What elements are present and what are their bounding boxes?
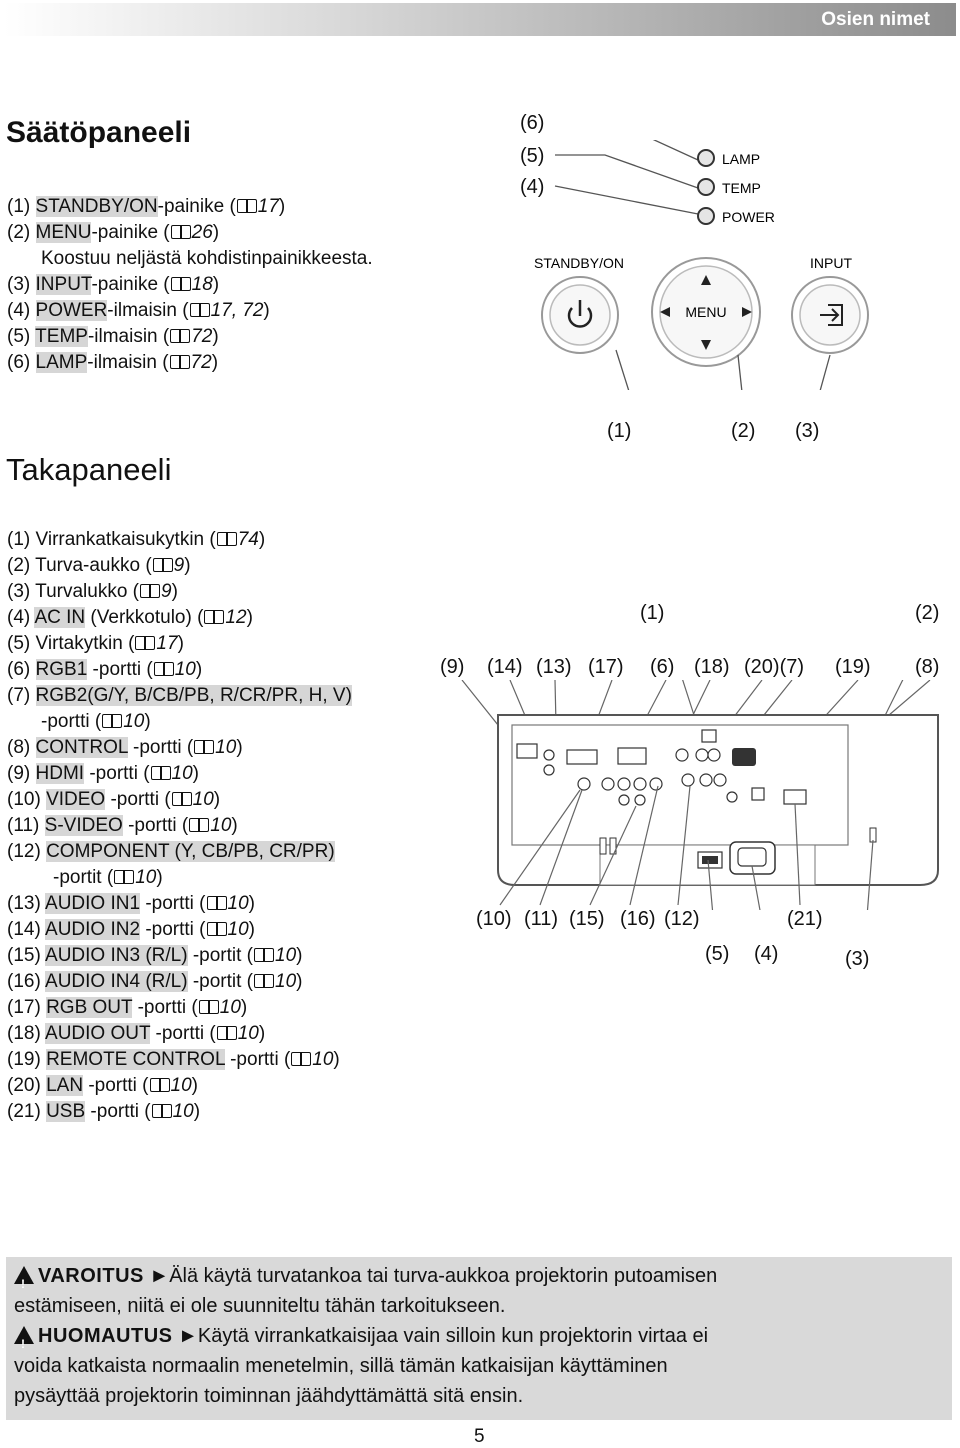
list-item: (4) POWER-ilmaisin ( 17, 72)	[7, 300, 270, 321]
list-item: (4) AC IN (Verkkotulo) ( 12)	[7, 607, 253, 628]
callout-6: (6)	[520, 112, 545, 134]
list-item: (14) AUDIO IN2 -portti ( 10)	[7, 919, 255, 940]
book-icon	[217, 532, 237, 546]
temp-label: TEMP	[722, 180, 761, 196]
list-item: (6) RGB1 -portti ( 10)	[7, 659, 203, 680]
list-item: (8) CONTROL -portti ( 10)	[7, 737, 243, 758]
book-icon	[189, 818, 209, 832]
rear-callout-19: (19)	[835, 656, 871, 678]
rear-callout-9: (9)	[440, 656, 465, 678]
warning-triangle-icon	[14, 1266, 34, 1284]
list-item: (18) AUDIO OUT -portti ( 10)	[7, 1023, 266, 1044]
power-label: POWER	[722, 209, 775, 225]
callout-1: (1)	[607, 420, 632, 442]
caution-line: !HUOMAUTUS ►Käytä virrankatkaisijaa vain silloin kun projektorin virtaa ei	[14, 1321, 944, 1351]
book-icon	[114, 870, 134, 884]
book-icon	[190, 303, 210, 317]
caution-triangle-icon	[14, 1326, 34, 1344]
rear-panel-list	[7, 527, 352, 1125]
book-icon	[170, 329, 190, 343]
rear-callout-18: (18)	[694, 656, 730, 678]
list-item: (2) Turva-aukko ( 9)	[7, 555, 191, 576]
book-icon	[204, 610, 224, 624]
list-item: (19) REMOTE CONTROL -portti ( 10)	[7, 1049, 340, 1070]
rear-callout-21: (21)	[787, 908, 823, 930]
list-item: (13) AUDIO IN1 -portti ( 10)	[7, 893, 255, 914]
book-icon	[151, 766, 171, 780]
book-icon	[140, 584, 160, 598]
list-item: (21) USB -portti ( 10)	[7, 1101, 201, 1122]
book-icon	[152, 1104, 172, 1118]
book-icon	[207, 896, 227, 910]
input-button[interactable]	[792, 277, 868, 353]
standby-label: STANDBY/ON	[534, 255, 624, 271]
warning-line: estämiseen, niitä ei ole suunniteltu tähän tarkoitukseen.	[14, 1295, 506, 1317]
rear-callout-12: (12)	[664, 908, 700, 930]
list-item: (15) AUDIO IN3 (R/L) -portit ( 10)	[7, 945, 303, 966]
book-icon	[237, 199, 257, 213]
book-icon	[199, 1000, 219, 1014]
list-item-continued: -portti ( 10)	[41, 711, 151, 732]
book-icon	[102, 714, 122, 728]
list-item: (12) COMPONENT (Y, CB/PB, CR/PR)	[7, 841, 335, 862]
rear-callout-14: (14)	[487, 656, 523, 678]
rear-callout-20-7: (20)(7)	[744, 656, 805, 678]
caution-line: pysäyttää projektorin toiminnan jäähdyttämättä sitä ensin.	[14, 1385, 524, 1407]
list-item: (10) VIDEO -portti ( 10)	[7, 789, 221, 810]
list-item: (3) Turvalukko ( 9)	[7, 581, 178, 602]
lamp-label: LAMP	[722, 151, 761, 167]
rear-callout-1: (1)	[640, 602, 665, 624]
rear-callout-2: (2)	[915, 602, 940, 624]
rear-callout-17: (17)	[588, 656, 624, 678]
book-icon	[217, 1026, 237, 1040]
rear-callout-6: (6)	[650, 656, 675, 678]
rear-callout-15: (15)	[569, 908, 605, 930]
book-icon	[154, 662, 174, 676]
rear-panel-title: Takapaneeli	[6, 452, 172, 487]
rear-callout-16: (16)	[620, 908, 656, 930]
callout-4: (4)	[520, 176, 545, 198]
book-icon	[254, 974, 274, 988]
warning-label: VAROITUS	[38, 1265, 144, 1287]
control-panel-title: Säätöpaneeli	[6, 116, 192, 149]
callout-5: (5)	[520, 145, 545, 167]
callout-2: (2)	[731, 420, 756, 442]
rear-callout-3: (3)	[845, 948, 870, 970]
book-icon	[207, 922, 227, 936]
rear-panel-diagram	[440, 680, 960, 910]
book-icon	[171, 225, 191, 239]
rear-callout-13: (13)	[536, 656, 572, 678]
list-item: (17) RGB OUT -portti ( 10)	[7, 997, 248, 1018]
list-item: (7) RGB2(G/Y, B/CB/PB, R/CR/PR, H, V)	[7, 685, 352, 706]
book-icon	[172, 792, 192, 806]
callout-3: (3)	[795, 420, 820, 442]
list-item: (1) STANDBY/ON-painike ( 17)	[7, 196, 286, 217]
book-icon	[153, 558, 173, 572]
warning-line: !VAROITUS ►Älä käytä turvatankoa tai turva-aukkoa projektorin putoamisen	[14, 1261, 944, 1291]
rear-callout-4: (4)	[754, 943, 779, 965]
input-label: INPUT	[810, 255, 852, 271]
warning-box	[6, 1257, 952, 1420]
book-icon	[171, 277, 191, 291]
list-item: (5) Virtakytkin ( 17)	[7, 633, 184, 654]
list-item: (1) Virrankatkaisukytkin ( 74)	[7, 529, 266, 550]
rear-callout-5: (5)	[705, 943, 730, 965]
menu-label: MENU	[685, 304, 727, 320]
standby-button[interactable]	[542, 277, 618, 353]
rear-callout-10: (10)	[476, 908, 512, 930]
list-item: (16) AUDIO IN4 (R/L) -portit ( 10)	[7, 971, 303, 992]
list-item: (6) LAMP-ilmaisin ( 72)	[7, 352, 219, 373]
list-item: (11) S-VIDEO -portti ( 10)	[7, 815, 238, 836]
control-panel-diagram	[520, 140, 880, 390]
book-icon	[135, 636, 155, 650]
list-item: (2) MENU-painike ( 26)	[7, 222, 220, 243]
menu-note: Koostuu neljästä kohdistinpainikkeesta.	[41, 248, 373, 269]
list-item-continued: -portit ( 10)	[53, 867, 163, 888]
control-panel-list	[7, 194, 373, 376]
rear-callout-11: (11)	[524, 908, 559, 930]
list-item: (9) HDMI -portti ( 10)	[7, 763, 199, 784]
header-title: Osien nimet	[821, 9, 930, 30]
book-icon	[150, 1078, 170, 1092]
book-icon	[254, 948, 274, 962]
caution-label: HUOMAUTUS	[38, 1325, 173, 1347]
book-icon	[291, 1052, 311, 1066]
menu-button[interactable]	[652, 258, 760, 366]
list-item: (3) INPUT-painike ( 18)	[7, 274, 220, 295]
page-number: 5	[474, 1426, 485, 1447]
book-icon	[170, 355, 190, 369]
book-icon	[194, 740, 214, 754]
rear-callout-8: (8)	[915, 656, 940, 678]
list-item: (5) TEMP-ilmaisin ( 72)	[7, 326, 219, 347]
list-item: (20) LAN -portti ( 10)	[7, 1075, 198, 1096]
caution-line: voida katkaista normaalin menetelmin, sillä tämän katkaisijan käyttäminen	[14, 1355, 668, 1377]
header-bar	[4, 3, 956, 36]
